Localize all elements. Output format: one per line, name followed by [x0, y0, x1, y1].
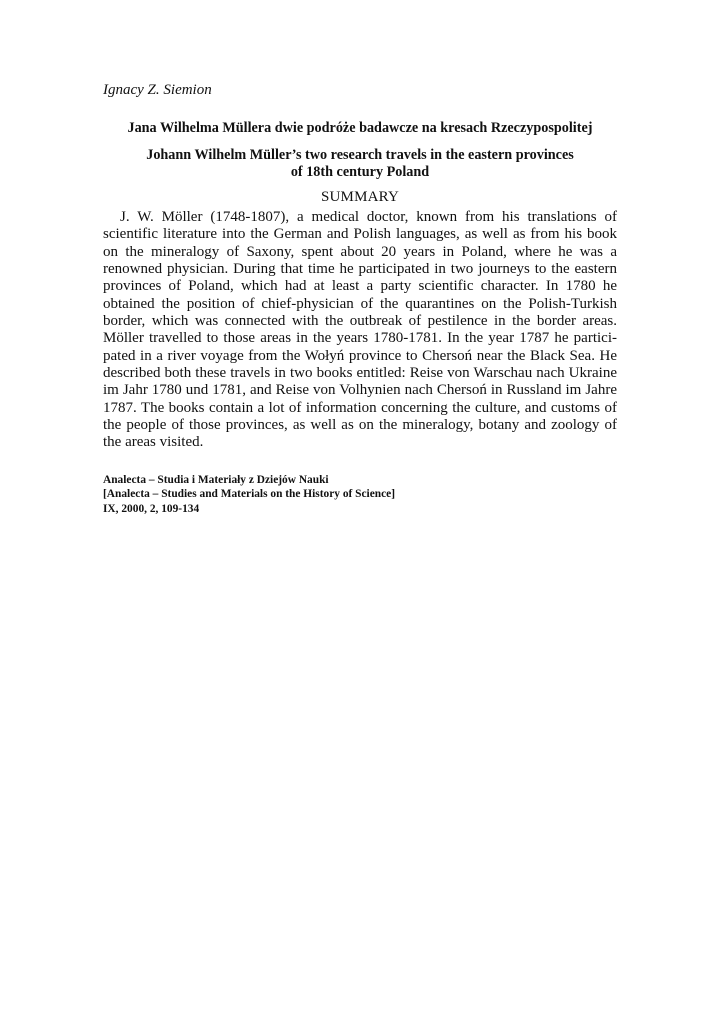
english-title-line-2: of 18th century Poland: [290, 164, 430, 180]
citation-journal-translation: [Analecta – Studies and Materials on the History of Science]: [103, 488, 396, 501]
citation-block: [103, 473, 617, 517]
citation-journal: Analecta – Studia i Materiały z Dziejów Nauki: [103, 473, 329, 486]
summary-paragraph: J. W. Möller (1748-1807), a medical doctor, known from his translations of scientific literature into the German and Polish languages, as well as from his book on the mineralogy of Saxony, spent about 20 years in Poland, where he was a renowned physician. During that time he participated in two journeys to the eastern provinces of Poland, which had at least a party scientific character. In 1780 he obtained the position of chief-physician of the quarantines on the Polish-Turkish border, which was connected with the outbreak of pestilence in the border areas. Möller travelled to those areas in the years 1780-1781. In the year 1787 he participated in a river voyage from the Wołyń province to Chersoń near the Black Sea. He described both these travels in two books entitled: Reise von Warschau nach Ukraine im Jahr 1780 und 1781, and Reise von Volhynien nach Chersoń in Russland im Jahre 1787. The books contain a lot of information concerning the culture, and customs of the people of those provinces, as well as on the mineralogy, botany and zoology of the areas visited.: [103, 209, 617, 451]
english-title: [103, 147, 617, 181]
english-title-line-1: Johann Wilhelm Müller’s two research travels in the eastern provinces: [146, 147, 574, 163]
polish-title: Jana Wilhelma Müllera dwie podróże badawcze na kresach Rzeczypospolitej: [127, 120, 593, 136]
document-page: [103, 81, 617, 516]
summary-heading: SUMMARY: [320, 189, 400, 205]
author-name: Ignacy Z. Siemion: [103, 82, 212, 98]
citation-reference: IX, 2000, 2, 109-134: [103, 502, 200, 515]
